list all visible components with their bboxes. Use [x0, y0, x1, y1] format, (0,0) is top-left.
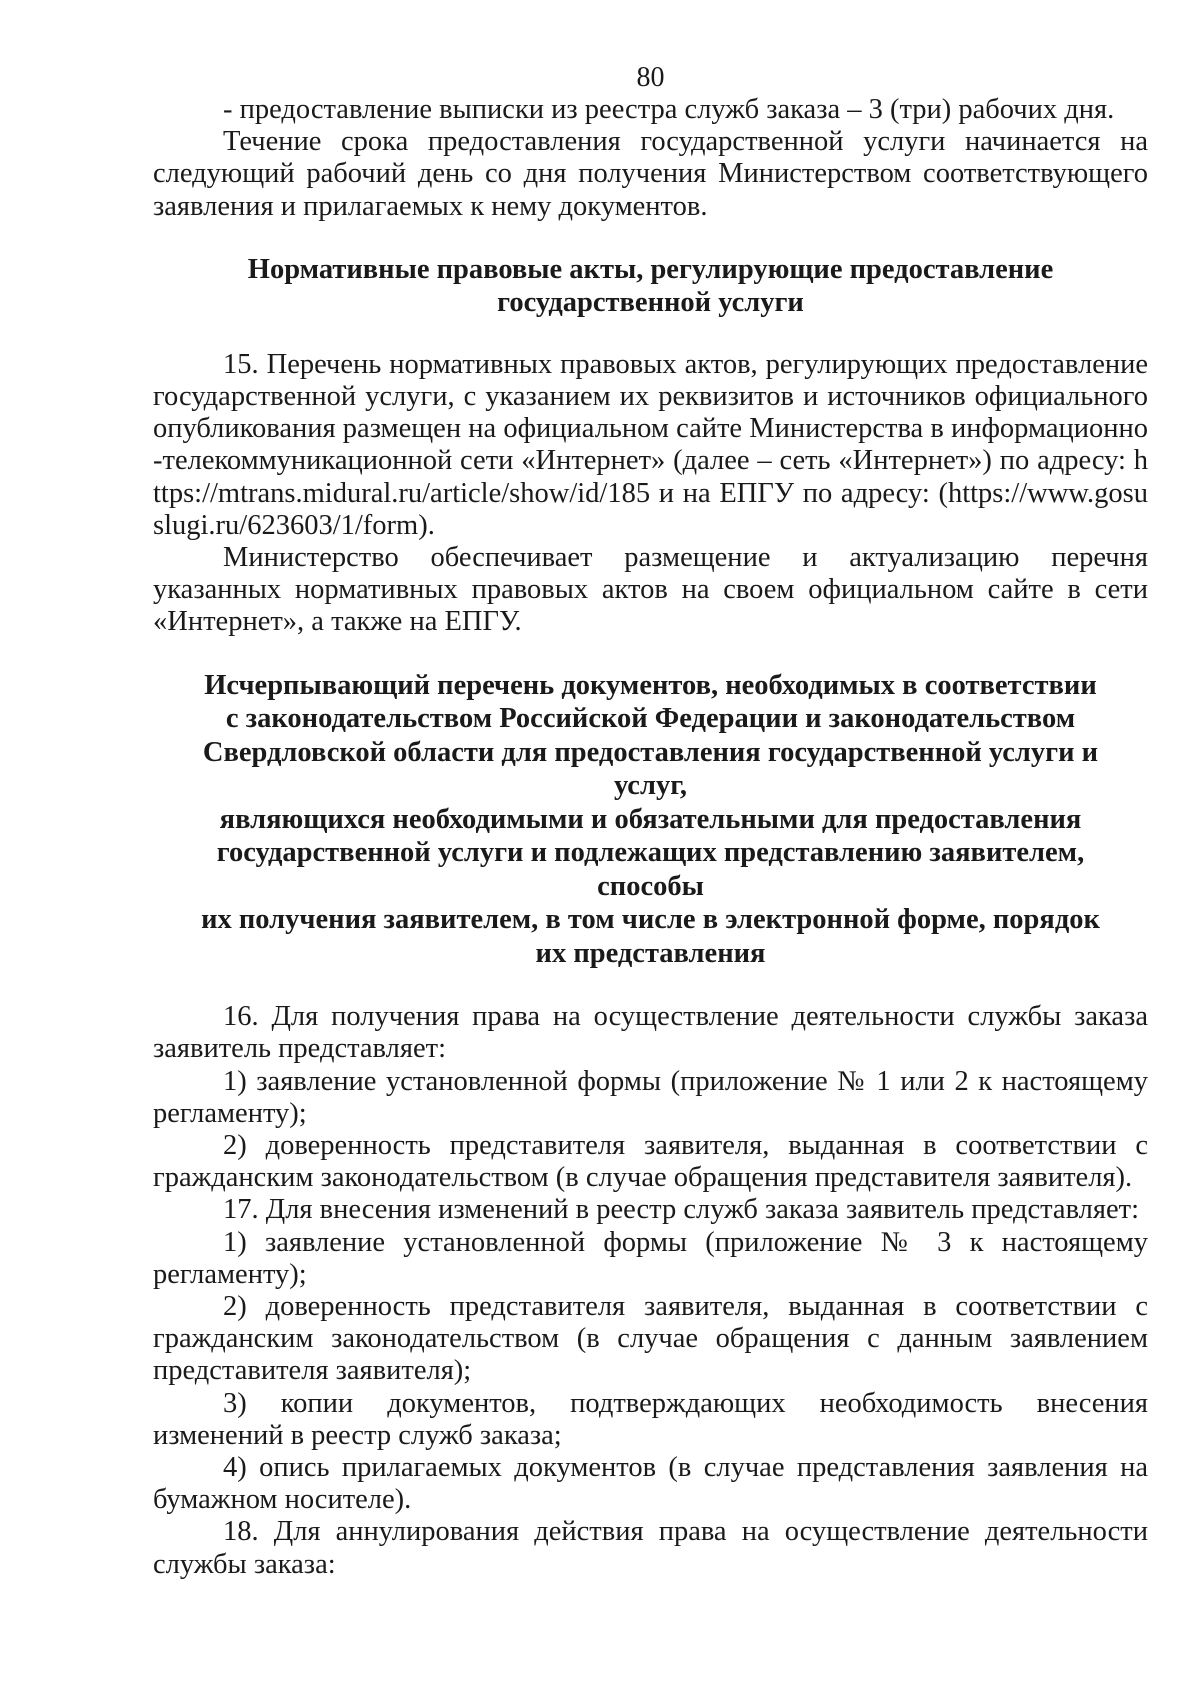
- heading-line: государственной услуги: [497, 287, 804, 319]
- paragraph-16-item-2: 2) доверенность представителя заявителя, выданная в соответствии с гражданским законодательством (в случае обращения представителя заявителя).: [153, 1129, 1148, 1194]
- paragraph-ministry-updates: Министерство обеспечивает размещение и актуализацию перечня указанных нормативных правовых актов на своем официальном сайте в сети «Интернет», а также на ЕПГУ.: [153, 542, 1148, 638]
- heading-line: их получения заявителем, в том числе в электронной форме, порядок: [201, 904, 1100, 936]
- paragraph-17-item-4: 4) опись прилагаемых документов (в случае представления заявления на бумажном носителе).: [153, 1451, 1148, 1516]
- section-heading-documents-list: [153, 669, 1148, 971]
- heading-line: государственной услуги и подлежащих представлению заявителем, способы: [216, 837, 1085, 902]
- paragraph-term-start: Течение срока предоставления государственной услуги начинается на следующий рабочий день со дня получения Министерством соответствующего заявления и прилагаемых к нему документов.: [153, 126, 1148, 222]
- paragraph-16-item-1: 1) заявление установленной формы (приложение № 1 или 2 к настоящему регламенту);: [153, 1065, 1148, 1129]
- heading-line: с законодательством Российской Федерации и законодательством: [225, 703, 1076, 735]
- page-number: 80: [636, 62, 665, 93]
- paragraph-17-item-1: 1) заявление установленной формы (приложение № 3 к настоящему регламенту);: [153, 1226, 1148, 1290]
- section-heading-legal-acts: [153, 253, 1148, 320]
- paragraph-17: 17. Для внесения изменений в реестр служб заказа заявитель представляет:: [223, 1194, 1140, 1226]
- paragraph-17-item-2: 2) доверенность представителя заявителя, выданная в соответствии с гражданским законодательством (в случае обращения с данным заявлением представителя заявителя);: [153, 1290, 1148, 1387]
- paragraph-16: 16. Для получения права на осуществление деятельности службы заказа заявитель представляет:: [153, 1001, 1148, 1065]
- heading-line: Нормативные правовые акты, регулирующие предоставление: [247, 253, 1054, 285]
- heading-line: их представления: [535, 937, 766, 969]
- paragraph-17-item-3: 3) копии документов, подтверждающих необходимость внесения изменений в реестр служб заказа;: [153, 1387, 1148, 1451]
- paragraph-extract-deadline: - предоставление выписки из реестра служб заказа – 3 (три) рабочих дня.: [223, 94, 1115, 125]
- paragraph-15: 15. Перечень нормативных правовых актов, регулирующих предоставление государственной услуги, с указанием их реквизитов и источников официального опубликования размещен на официальном сайте Министерства в информационно-телекоммуникационной сети «Интернет» (далее – сеть «Интернет») по адресу: https://mtrans.midural.ru/article/show/id/185 и на ЕПГУ по адресу: (https://www.gosuslugi.ru/623603/1/form).: [153, 348, 1148, 541]
- heading-line: являющихся необходимыми и обязательными для предоставления: [219, 803, 1082, 835]
- paragraph-18: 18. Для аннулирования действия права на осуществление деятельности службы заказа:: [153, 1516, 1148, 1580]
- heading-line: Свердловской области для предоставления государственной услуги и услуг,: [202, 736, 1099, 802]
- document-page: [153, 62, 1148, 1581]
- heading-line: Исчерпывающий перечень документов, необходимых в соответствии: [204, 669, 1097, 701]
